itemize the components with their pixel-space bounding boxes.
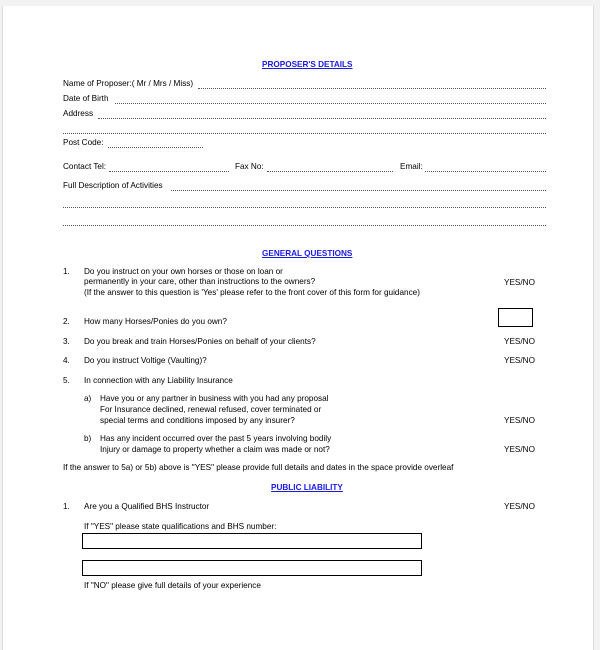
q4-text: Do you instruct Voltige (Vaulting)? xyxy=(84,356,207,365)
proposer-heading: PROPOSER'S DETAILS xyxy=(262,60,353,69)
q1-number: 1. xyxy=(63,267,70,276)
dob-field[interactable] xyxy=(115,103,546,104)
contact-tel-field[interactable] xyxy=(109,171,229,172)
public-liability-heading: PUBLIC LIABILITY xyxy=(271,483,343,492)
fax-field[interactable] xyxy=(267,171,393,172)
q2-text: How many Horses/Ponies do you own? xyxy=(84,317,227,326)
q5-number: 5. xyxy=(63,376,70,385)
postcode-field[interactable] xyxy=(108,147,203,148)
activities-field-line-1[interactable] xyxy=(171,190,546,191)
email-label: Email: xyxy=(400,162,423,171)
q3-number: 3. xyxy=(63,337,70,346)
q5b-line-1: Has any incident occurred over the past 5 years involving bodily xyxy=(100,434,332,443)
q1-line-2: permanently in your care, other than instructions to the owners? xyxy=(84,277,316,286)
address-field-line-1[interactable] xyxy=(98,118,546,119)
general-questions-heading: GENERAL QUESTIONS xyxy=(262,249,353,258)
q1-yes-no[interactable]: YES/NO xyxy=(504,278,535,287)
qualifications-prompt: If "YES" please state qualifications and BHS number: xyxy=(84,522,277,531)
q3-yes-no[interactable]: YES/NO xyxy=(504,337,535,346)
q5b-letter: b) xyxy=(84,434,92,443)
q1-line-3: (If the answer to this question is 'Yes' please refer to the front cover of this form for guidance) xyxy=(84,288,420,297)
experience-input[interactable] xyxy=(82,560,422,576)
q2-number: 2. xyxy=(63,317,70,326)
experience-prompt: If "NO" please give full details of your experience xyxy=(84,581,261,590)
form-page xyxy=(2,6,594,650)
activities-field-line-2[interactable] xyxy=(63,207,546,208)
q5b-yes-no[interactable]: YES/NO xyxy=(504,445,535,454)
q5-followup-note: If the answer to 5a) or 5b) above is "YES" please provide full details and dates in the space provide overleaf xyxy=(63,463,454,472)
address-field-line-2[interactable] xyxy=(63,133,546,134)
name-field[interactable] xyxy=(198,88,546,89)
name-label: Name of Proposer:( Mr / Mrs / Miss) xyxy=(63,79,194,88)
postcode-label: Post Code: xyxy=(63,138,104,147)
q3-text: Do you break and train Horses/Ponies on behalf of your clients? xyxy=(84,337,316,346)
q5a-line-3: special terms and conditions imposed by any insurer? xyxy=(100,416,295,425)
q5b-line-2: Injury or damage to property whether a claim was made or not? xyxy=(100,445,330,454)
q5a-line-2: For Insurance declined, renewal refused, cover terminated or xyxy=(100,405,322,414)
pl-q1-number: 1. xyxy=(63,502,70,511)
horses-count-input[interactable] xyxy=(498,308,533,327)
q5-text: In connection with any Liability Insurance xyxy=(84,376,233,385)
dob-label: Date of Birth xyxy=(63,94,109,103)
pl-q1-yes-no[interactable]: YES/NO xyxy=(504,502,535,511)
contact-tel-label: Contact Tel: xyxy=(63,162,107,171)
q4-number: 4. xyxy=(63,356,70,365)
q5a-letter: a) xyxy=(84,394,92,403)
activities-label: Full Description of Activities xyxy=(63,181,163,190)
q1-line-1: Do you instruct on your own horses or those on loan or xyxy=(84,267,283,276)
q4-yes-no[interactable]: YES/NO xyxy=(504,356,535,365)
activities-field-line-3[interactable] xyxy=(63,225,546,226)
qualifications-input[interactable] xyxy=(82,533,422,549)
email-field[interactable] xyxy=(425,171,546,172)
address-label: Address xyxy=(63,109,94,118)
q5a-line-1: Have you or any partner in business with you had any proposal xyxy=(100,394,329,403)
pl-q1-text: Are you a Qualified BHS Instructor xyxy=(84,502,210,511)
q5a-yes-no[interactable]: YES/NO xyxy=(504,416,535,425)
fax-label: Fax No: xyxy=(235,162,264,171)
